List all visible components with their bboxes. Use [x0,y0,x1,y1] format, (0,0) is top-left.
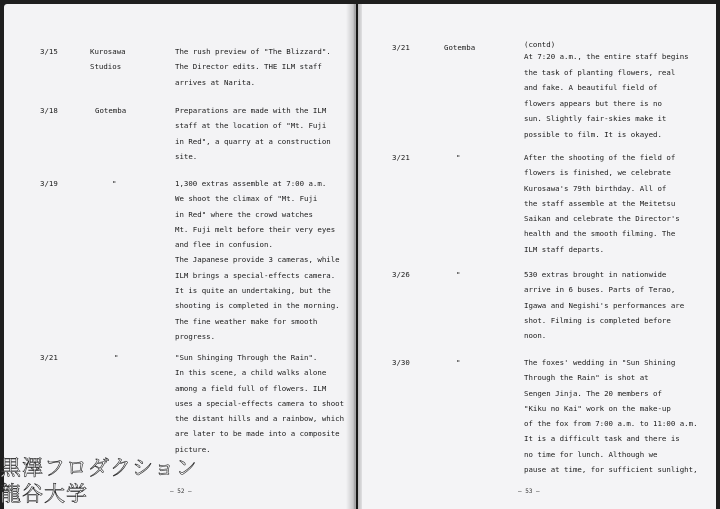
entry-line: health and the smooth filming. The [524,229,676,239]
entry-line: pause at time, for sufficient sunlight, [524,465,698,475]
entry-text [524,40,689,143]
entry-line: arrives at Narita. [175,77,256,87]
entry-line: 530 extras brought in nationwide [524,270,667,279]
entry-line: the task of planting flowers, real [524,67,676,77]
entry-date: 3/26 [392,270,410,279]
entry-line: picture. [175,444,211,454]
entry-line: Mt. Fuji melt before their very eyes [175,224,336,234]
entry-date: 3/21 [392,153,410,162]
entry-text [524,267,684,343]
entry-line: "Kiku no Kai" work on the make-up [524,403,671,413]
entry-place: " [456,153,461,162]
entry-line: uses a special-effects camera to shoot [175,398,345,408]
entry-line: In this scene, a child walks alone [175,368,327,378]
entry-place: Kurosawa Studios [90,47,126,72]
entry-line: Sengen Jinja. The 20 members of [524,388,662,398]
entry-date: 3/19 [40,179,58,188]
left-page [4,4,356,509]
watermark-line-1: 黒澤フロダクション [0,456,198,480]
entry-date: 3/18 [40,106,58,115]
entry-place: " [114,353,119,362]
entry-line: of the fox from 7:00 a.m. to 11:00 a.m. [524,419,698,429]
page-number: — 53 — [518,488,540,495]
entry-text [175,44,331,90]
watermark-line-2: 龍谷大学 [0,482,88,506]
entry-line: Igawa and Negishi's performances are [524,300,685,310]
entry-line: Through the Rain" is shot at [524,373,649,383]
entry-date: 3/30 [392,358,410,367]
entry-line: in Red" where the crowd watches [175,209,313,219]
entry-place: " [456,270,461,279]
book-gutter-shadow [346,4,362,509]
entry-line: The fine weather make for smooth [175,316,318,326]
entry-line: flowers appears but there is no [524,98,662,108]
entry-line: the distant hills and a rainbow, which [175,414,345,424]
entry-line: progress. [175,331,216,341]
entry-place: " [112,179,117,188]
entry-line: and flee in confusion. [175,240,273,250]
entry-line: site. [175,151,198,161]
entry-line: the staff assemble at the Meitetsu [524,198,676,208]
entry-line: The Director edits. THE ILM staff [175,62,322,72]
entry-line: "Sun Shinging Through the Rain". [175,353,318,362]
entry-line: The foxes' wedding in "Sun Shining [524,358,676,367]
entry-line: After the shooting of the field of [524,153,676,162]
entry-line: Preparations are made with the ILM [175,106,327,115]
page-number: — 52 — [170,488,192,495]
entry-line: and fake. A beautiful field of [524,83,658,93]
entry-line: flowers is finished, we celebrate [524,168,671,178]
entry-line: in Red", a quarry at a construction [175,136,331,146]
entry-line: shot. Filming is completed before [524,315,671,325]
entry-place: Gotemba [95,106,127,115]
entry-line: Saikan and celebrate the Director's [524,214,680,224]
entry-line: arrive in 6 buses. Parts of Terao, [524,285,676,295]
entry-date: 3/21 [40,353,58,362]
entry-text [524,150,680,257]
right-page [358,4,716,509]
entry-line: are later to be made into a composite [175,429,340,439]
entry-text [524,355,698,477]
entry-date: 3/15 [40,47,58,56]
entry-date: 3/21 [392,43,410,52]
entry-line: Kurosawa's 79th birthday. All of [524,183,667,193]
entry-line: possible to film. It is okayed. [524,129,662,139]
entry-text [175,350,344,457]
entry-place: " [456,358,461,367]
entry-line: It is quite an undertaking, but the [175,286,331,296]
entry-line: The Japanese provide 3 cameras, while [175,255,340,265]
entry-line: among a field full of flowers. ILM [175,383,327,393]
entry-line: ILM brings a special-effects camera. [175,270,336,280]
entry-text [175,103,331,164]
entry-text [175,176,340,344]
entry-line: ILM staff departs. [524,244,605,254]
entry-line: (contd) [524,40,556,49]
entry-line: 1,300 extras assemble at 7:00 a.m. [175,179,327,188]
entry-line: sun. Slightly fair-skies make it [524,114,667,124]
entry-place: Gotemba [444,43,476,52]
entry-line: The rush preview of "The Blizzard". [175,47,331,56]
entry-line: no time for lunch. Although we [524,449,658,459]
entry-line: noon. [524,331,547,341]
entry-line: staff at the location of "Mt. Fuji [175,121,327,131]
entry-line: It is a difficult task and there is [524,434,680,444]
entry-line: We shoot the climax of "Mt. Fuji [175,194,318,204]
entry-line: shooting is completed in the morning. [175,301,340,311]
entry-line: At 7:20 a.m., the entire staff begins [524,52,689,61]
